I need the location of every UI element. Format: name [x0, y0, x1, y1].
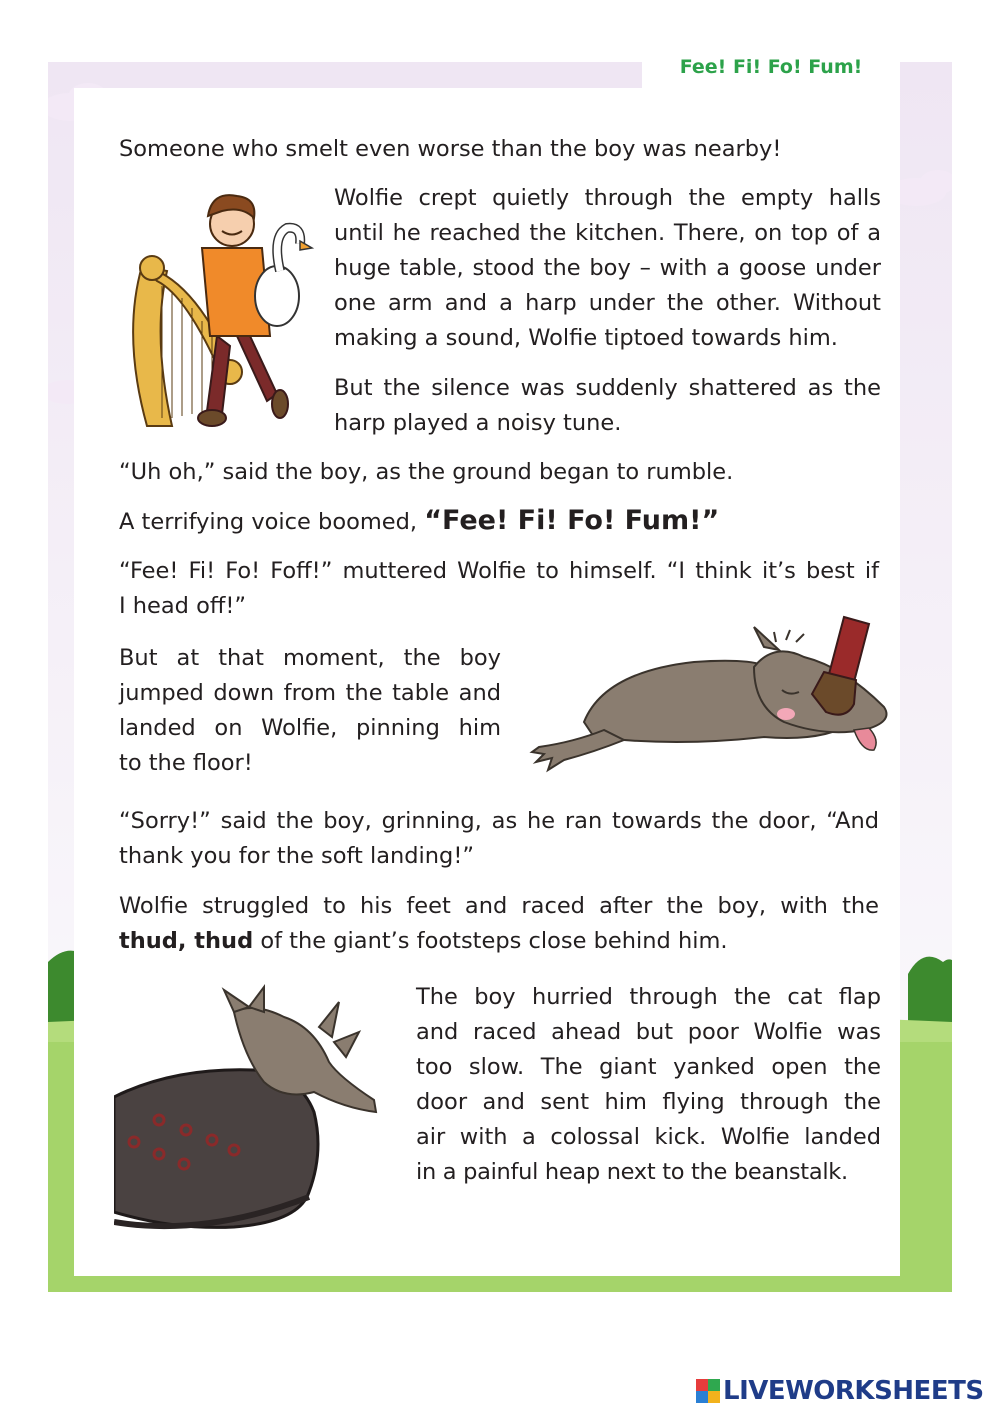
story-paragraph-9-line-2-rest: of the giant’s footsteps close behind him. — [253, 928, 728, 954]
story-paragraph-10-line-4: door and sent him flying through the — [416, 1089, 881, 1115]
story-paragraph-10-line-5: air with a colossal kick. Wolfie landed — [416, 1124, 881, 1150]
story-paragraph-10-line-1: The boy hurried through the cat flap — [416, 984, 881, 1010]
boy-with-harp-illustration — [112, 186, 320, 442]
header-tab — [642, 48, 900, 90]
liveworksheets-mark-icon — [696, 1379, 720, 1403]
thud-emphasis: thud, thud — [119, 928, 254, 954]
story-paragraph-10-line-3: too slow. The giant yanked open the — [416, 1054, 881, 1080]
story-paragraph-4: “Uh oh,” said the boy, as the ground began to rumble. — [119, 459, 734, 485]
liveworksheets-logo — [696, 1376, 984, 1406]
story-paragraph-6-line-1: “Fee! Fi! Fo! Foff!” muttered Wolfie to himself. “I think it’s best if — [119, 558, 879, 584]
story-paragraph-2-line-5: making a sound, Wolfie tiptoed towards him. — [334, 325, 838, 351]
liveworksheets-brand-text: LIVEWORKSHEETS — [723, 1376, 984, 1406]
story-paragraph-7-line-1: But at that moment, the boy — [119, 645, 501, 671]
story-paragraph-8-line-2: thank you for the soft landing!” — [119, 843, 475, 869]
story-paragraph-3-line-2: harp played a noisy tune. — [334, 410, 622, 436]
story-paragraph-7-line-3: landed on Wolfie, pinning him — [119, 715, 501, 741]
story-paragraph-6-line-2: I head off!” — [119, 593, 247, 619]
story-paragraph-7-line-4: to the floor! — [119, 750, 253, 776]
story-paragraph-9-line-1: Wolfie struggled to his feet and raced after the boy, with the — [119, 893, 879, 919]
story-paragraph-2-line-1: Wolfie crept quietly through the empty halls — [334, 185, 881, 211]
story-paragraph-10-line-2: and raced ahead but poor Wolfie was — [416, 1019, 881, 1045]
story-paragraph-5-lead: A terrifying voice boomed, — [119, 509, 425, 535]
giant-shout: “Fee! Fi! Fo! Fum!” — [424, 505, 720, 536]
wolf-kicked-illustration — [114, 982, 386, 1234]
story-paragraph-1: Someone who smelt even worse than the boy was nearby! — [119, 136, 782, 162]
wolf-pinned-illustration — [524, 612, 902, 788]
story-paragraph-7-line-2: jumped down from the table and — [119, 680, 501, 706]
story-paragraph-3-line-1: But the silence was suddenly shattered as the — [334, 375, 881, 401]
story-paragraph-10-line-6: in a painful heap next to the beanstalk. — [416, 1159, 848, 1185]
page-title: Fee! Fi! Fo! Fum! — [679, 56, 863, 78]
story-paragraph-5 — [119, 503, 719, 540]
story-paragraph-9-line-2 — [119, 924, 728, 959]
story-paragraph-2-line-2: until he reached the kitchen. There, on top of a — [334, 220, 881, 246]
story-paragraph-2-line-4: one arm and a harp under the other. Without — [334, 290, 881, 316]
story-paragraph-2-line-3: huge table, stood the boy – with a goose under — [334, 255, 881, 281]
story-paragraph-8-line-1: “Sorry!” said the boy, grinning, as he ran towards the door, “And — [119, 808, 879, 834]
